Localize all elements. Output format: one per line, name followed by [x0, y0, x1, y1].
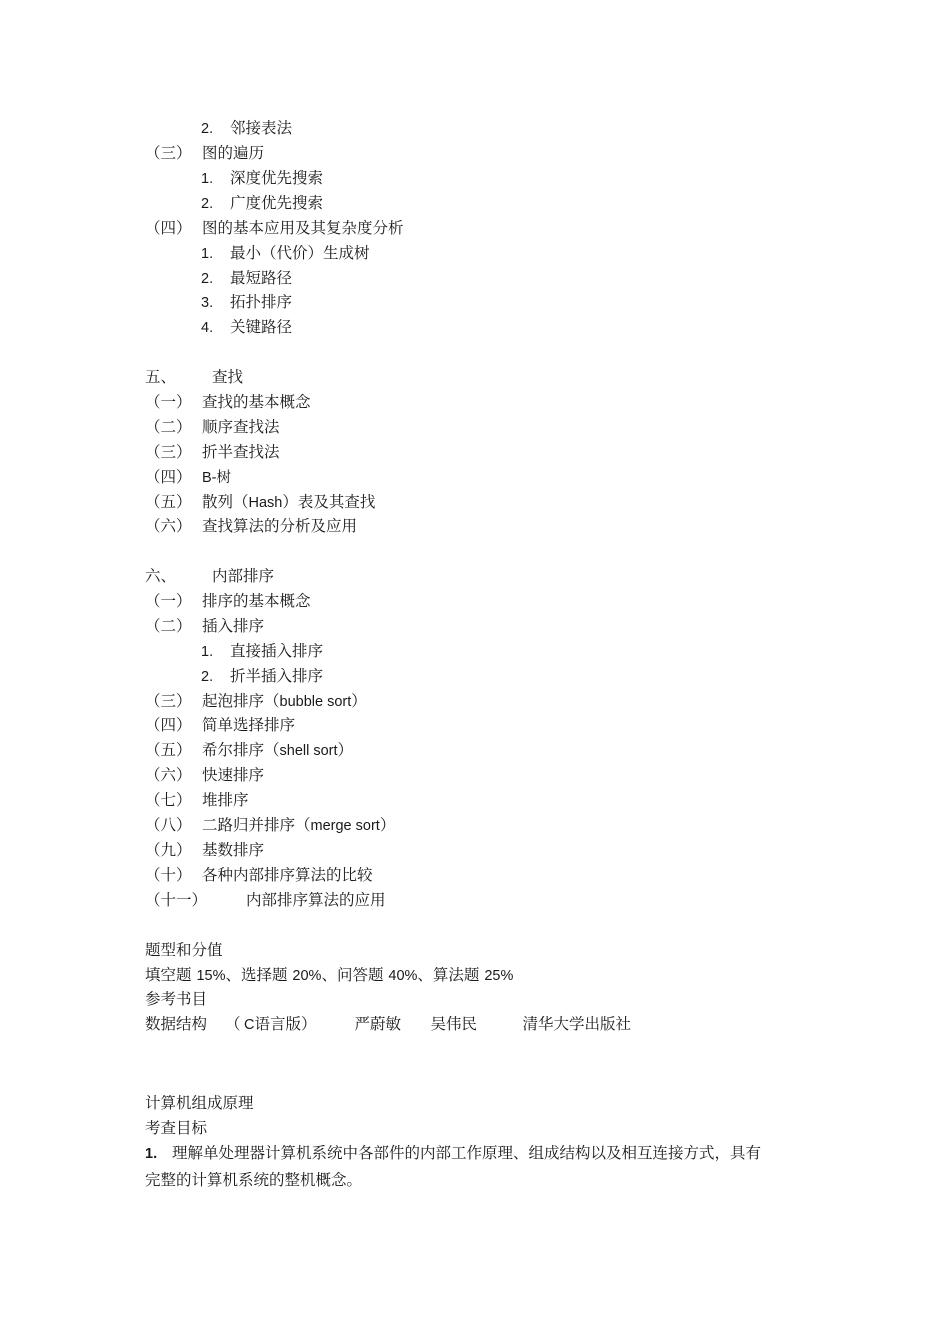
section-heading	[145, 367, 243, 387]
subsection-marker: （四）	[145, 468, 192, 486]
section-title: 查找	[212, 368, 244, 386]
subsection-marker: （一）	[145, 393, 192, 411]
item-number: 3.	[201, 295, 214, 311]
item-text: 广度优先搜索	[230, 194, 324, 212]
subsection-title: 堆排序	[202, 791, 249, 809]
subsection-title: 排序的基本概念	[202, 592, 311, 610]
question-type-label: 、选择题	[225, 966, 293, 984]
book-author: 严蔚敏	[354, 1015, 401, 1033]
subsection-heading	[145, 715, 295, 735]
subsection-marker: （一）	[145, 592, 192, 610]
subsection-marker: （十）	[145, 866, 192, 884]
subsection-title-part: 起泡排序（	[202, 692, 280, 710]
subsection-marker: （十一）	[145, 891, 208, 909]
subsection-title: 查找算法的分析及应用	[202, 517, 358, 535]
question-type-label: 填空题	[145, 966, 197, 984]
subsection-heading	[145, 218, 404, 238]
subsection-title: 各种内部排序算法的比较	[202, 866, 373, 884]
subsection-heading	[145, 790, 249, 810]
item-text: 拓扑排序	[230, 293, 293, 311]
subsection-marker: （二）	[145, 418, 192, 436]
subsection-title: 快速排序	[202, 766, 265, 784]
subsection-heading	[145, 467, 231, 488]
item-number: 2.	[201, 271, 214, 287]
question-type-percent: 15%	[196, 968, 226, 984]
question-types-heading: 题型和分值	[145, 941, 223, 959]
subsection-marker: （三）	[145, 144, 192, 162]
subsection-title-part: ）表及其查找	[282, 493, 376, 511]
list-item	[201, 193, 323, 214]
objective-item-continuation: 完整的计算机系统的整机概念。	[145, 1171, 363, 1189]
subsection-marker: （四）	[145, 219, 192, 237]
subsection-marker: （四）	[145, 716, 192, 734]
subsection-marker: （六）	[145, 766, 192, 784]
subsection-title: 查找的基本概念	[202, 393, 311, 411]
item-text: 理解单处理器计算机系统中各部件的内部工作原理、组成结构以及相互连接方式，具有	[172, 1144, 762, 1162]
book-author: 吴伟民	[430, 1015, 477, 1033]
subsection-title-part: ）	[351, 692, 367, 710]
section-title: 内部排序	[212, 567, 275, 585]
subsection-marker: （九）	[145, 841, 192, 859]
item-number: 1.	[201, 246, 214, 262]
item-text: 最小（代价）生成树	[230, 244, 370, 262]
subsection-title-part: 希尔排序（	[202, 741, 280, 759]
subsection-title: 折半查找法	[202, 443, 280, 461]
subsection-title: 图的基本应用及其复杂度分析	[202, 219, 404, 237]
book-title: 数据结构	[145, 1015, 208, 1033]
section-marker: 六、	[145, 567, 177, 585]
item-number: 2.	[201, 121, 214, 137]
subsection-title: 内部排序算法的应用	[246, 891, 386, 909]
item-number: 2.	[201, 669, 214, 685]
item-number: 1.	[145, 1146, 158, 1162]
list-item	[201, 118, 292, 139]
subsection-marker: （三）	[145, 443, 192, 461]
question-type-label: 、算法题	[417, 966, 485, 984]
subsection-heading	[145, 865, 373, 885]
item-text: 最短路径	[230, 269, 293, 287]
subsection-title-part: ）	[379, 816, 396, 834]
list-item	[201, 292, 292, 313]
list-item	[201, 168, 323, 189]
book-edition-latin: C	[244, 1017, 255, 1033]
objectives-heading: 考查目标	[145, 1119, 208, 1137]
subsection-heading	[145, 691, 367, 712]
subsection-title-part: ）	[337, 741, 354, 759]
list-item	[201, 641, 323, 662]
subsection-title-latin: Hash	[248, 495, 283, 511]
question-types-line	[145, 965, 513, 986]
section-heading	[145, 566, 274, 586]
subsection-heading	[145, 616, 264, 636]
subsection-title-latin: merge sort	[310, 818, 380, 834]
subsection-heading	[145, 765, 264, 785]
subsection-heading	[145, 740, 353, 761]
section-marker: 五、	[145, 368, 177, 386]
reference-entry	[145, 1014, 631, 1035]
item-text: 关键路径	[230, 318, 293, 336]
subsection-title-part: 二路归并排序（	[202, 816, 311, 834]
item-number: 4.	[201, 320, 214, 336]
subsection-heading	[145, 442, 280, 462]
subsection-title: 顺序查找法	[202, 418, 280, 436]
item-text: 邻接表法	[230, 119, 293, 137]
subsection-heading	[145, 516, 357, 536]
book-paren: （	[225, 1015, 241, 1033]
item-text: 直接插入排序	[230, 642, 324, 660]
item-number: 1.	[201, 644, 214, 660]
subsection-marker: （五）	[145, 493, 192, 511]
subsection-title: 插入排序	[202, 617, 265, 635]
subsection-heading	[145, 840, 264, 860]
list-item	[201, 317, 292, 338]
question-type-percent: 40%	[388, 968, 418, 984]
subsection-heading	[145, 392, 311, 412]
item-text: 深度优先搜索	[230, 169, 324, 187]
subsection-heading	[145, 890, 386, 910]
subsection-title-part: 散列（	[202, 493, 249, 511]
subsection-marker: （三）	[145, 692, 192, 710]
subsection-heading	[145, 591, 311, 611]
question-type-label: 、问答题	[321, 966, 389, 984]
question-type-percent: 25%	[484, 968, 514, 984]
references-heading: 参考书目	[145, 990, 208, 1008]
subsection-heading	[145, 492, 375, 513]
subsection-title: B-树	[202, 470, 231, 486]
subsection-heading	[145, 417, 280, 437]
subsection-title-latin: shell sort	[279, 743, 338, 759]
book-publisher: 清华大学出版社	[522, 1015, 631, 1033]
list-item	[201, 268, 292, 289]
subsection-title-latin: bubble sort	[279, 694, 352, 710]
subsection-title: 简单选择排序	[202, 716, 296, 734]
subsection-heading	[145, 143, 264, 163]
item-number: 2.	[201, 196, 214, 212]
subsection-marker: （七）	[145, 791, 192, 809]
objective-item	[145, 1143, 761, 1164]
subsection-marker: （六）	[145, 517, 192, 535]
list-item	[201, 666, 323, 687]
subject-title: 计算机组成原理	[145, 1094, 254, 1112]
subsection-title: 基数排序	[202, 841, 265, 859]
item-number: 1.	[201, 171, 214, 187]
subsection-marker: （二）	[145, 617, 192, 635]
subsection-title: 图的遍历	[202, 144, 265, 162]
item-text: 折半插入排序	[230, 667, 324, 685]
subsection-heading	[145, 815, 395, 836]
question-type-percent: 20%	[292, 968, 322, 984]
subsection-marker: （五）	[145, 741, 192, 759]
subsection-marker: （八）	[145, 816, 192, 834]
list-item	[201, 243, 370, 264]
book-edition: 语言版）	[254, 1015, 317, 1033]
